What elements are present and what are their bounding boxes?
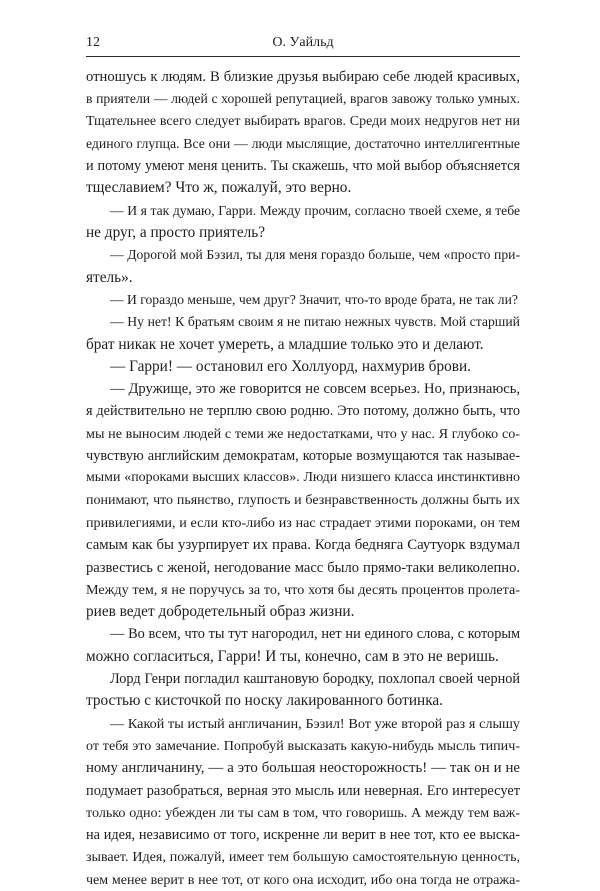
text-line: — И гораздо меньше, чем друг? Значит, что-то вроде брата, не так ли? [110,291,518,307]
page-header [86,34,520,57]
text-line: тростью с кисточкой по носку лакированного ботинка. [86,692,444,710]
text-line: Лорд Генри погладил каштановую бородку, похлопал своей черной [110,671,520,688]
text-line: я действительно не терплю свою родню. Это потому, должно быть, что [86,403,520,420]
text-line: — Дорогой мой Бэзил, ты для меня гораздо больше, чем «просто при- [110,247,520,263]
text-line: только одно: убежден ли ты сам в том, что говоришь. А между тем важ- [86,804,520,821]
text-line: риев ведет добродетельный образ жизни. [86,603,355,621]
text-line: — Какой ты истый англичанин, Бэзил! Вот уже второй раз я слышу [110,715,520,732]
text-line: мыми «пороками высших классов». Люди низшего класса инстинктивно [86,470,520,486]
text-line: чувствую английским демократам, которые возмущаются так называе- [86,448,520,465]
text-line: привилегиями, и если кто-либо из нас страдает этими пороками, он тем [86,514,520,531]
text-line: отношусь к людям. В близкие друзья выбираю себе людей красивых, [86,69,520,85]
body-text [86,66,520,891]
text-line: чем менее верит в нее тот, от кого она исходит, ибо она тогда не отража- [86,871,520,888]
text-line: — Ну нет! К братьям своим я не питаю нежных чувств. Мой старший [110,314,520,330]
text-line: мы не выносим людей с теми же недостатками, что у нас. Я глубоко со- [86,425,520,442]
text-line: зывает. Идея, пожалуй, имеет тем большую самостоятельную ценность, [86,849,520,866]
text-line: можно согласиться, Гарри! И ты, конечно, сам в это не веришь. [86,647,499,665]
text-line: развестись с женой, негодование масс было прямо-таки великолепно. [86,559,520,576]
text-line: понимают, что пьянство, глупость и безнравственность должны быть их [86,492,520,508]
text-line: ятель». [86,268,133,286]
text-line: — Гарри! — остановил его Холлуорд, нахмурив брови. [110,357,471,375]
text-line: в приятели — людей с хорошей репутацией, врагов завожу только умных. [86,91,520,107]
text-line: брат никак не хочет умереть, а младшие только это и делают. [86,335,484,353]
text-line: — Дружище, это же говорится не совсем всерьез. Но, признаюсь, [110,381,520,398]
text-line: — Во всем, что ты тут нагородил, нет ни единого слова, с которым [110,626,520,643]
text-line: на идея, независимо от того, искренне ли верит в нее тот, кто ее выска- [86,827,520,844]
text-line: не друг, а просто приятель? [86,224,266,242]
text-line: — И я так думаю, Гарри. Между прочим, согласно твоей схеме, я тебе [110,202,520,218]
text-line: самым как бы узурпирует их права. Когда бедняга Саутуорк вздумал [86,537,520,554]
text-line: тщеславием? Что ж, пожалуй, это верно. [86,179,352,197]
page-number: 12 [86,35,100,50]
text-line: и потому умеют меня ценить. Ты скажешь, что мой выбор объясняется [86,158,520,175]
running-head: О. Уайльд [272,35,334,50]
text-line: Тщательнее всего следует выбирать врагов. Среди моих недругов нет ни [86,113,520,129]
text-line: Между тем, я не поручусь за то, что хотя бы десять процентов пролета- [86,581,520,598]
text-line: подумает разобраться, верная это мысль или неверная. Его интересует [86,782,520,799]
text-line: единого глупца. Все они — люди мыслящие, достаточно интеллигентные [86,135,520,151]
text-line: от тебя это замечание. Попробуй высказать какую-нибудь мысль типич- [86,737,520,754]
text-line: ному англичанину, — а это большая неосторожность! — так он и не [86,760,520,777]
